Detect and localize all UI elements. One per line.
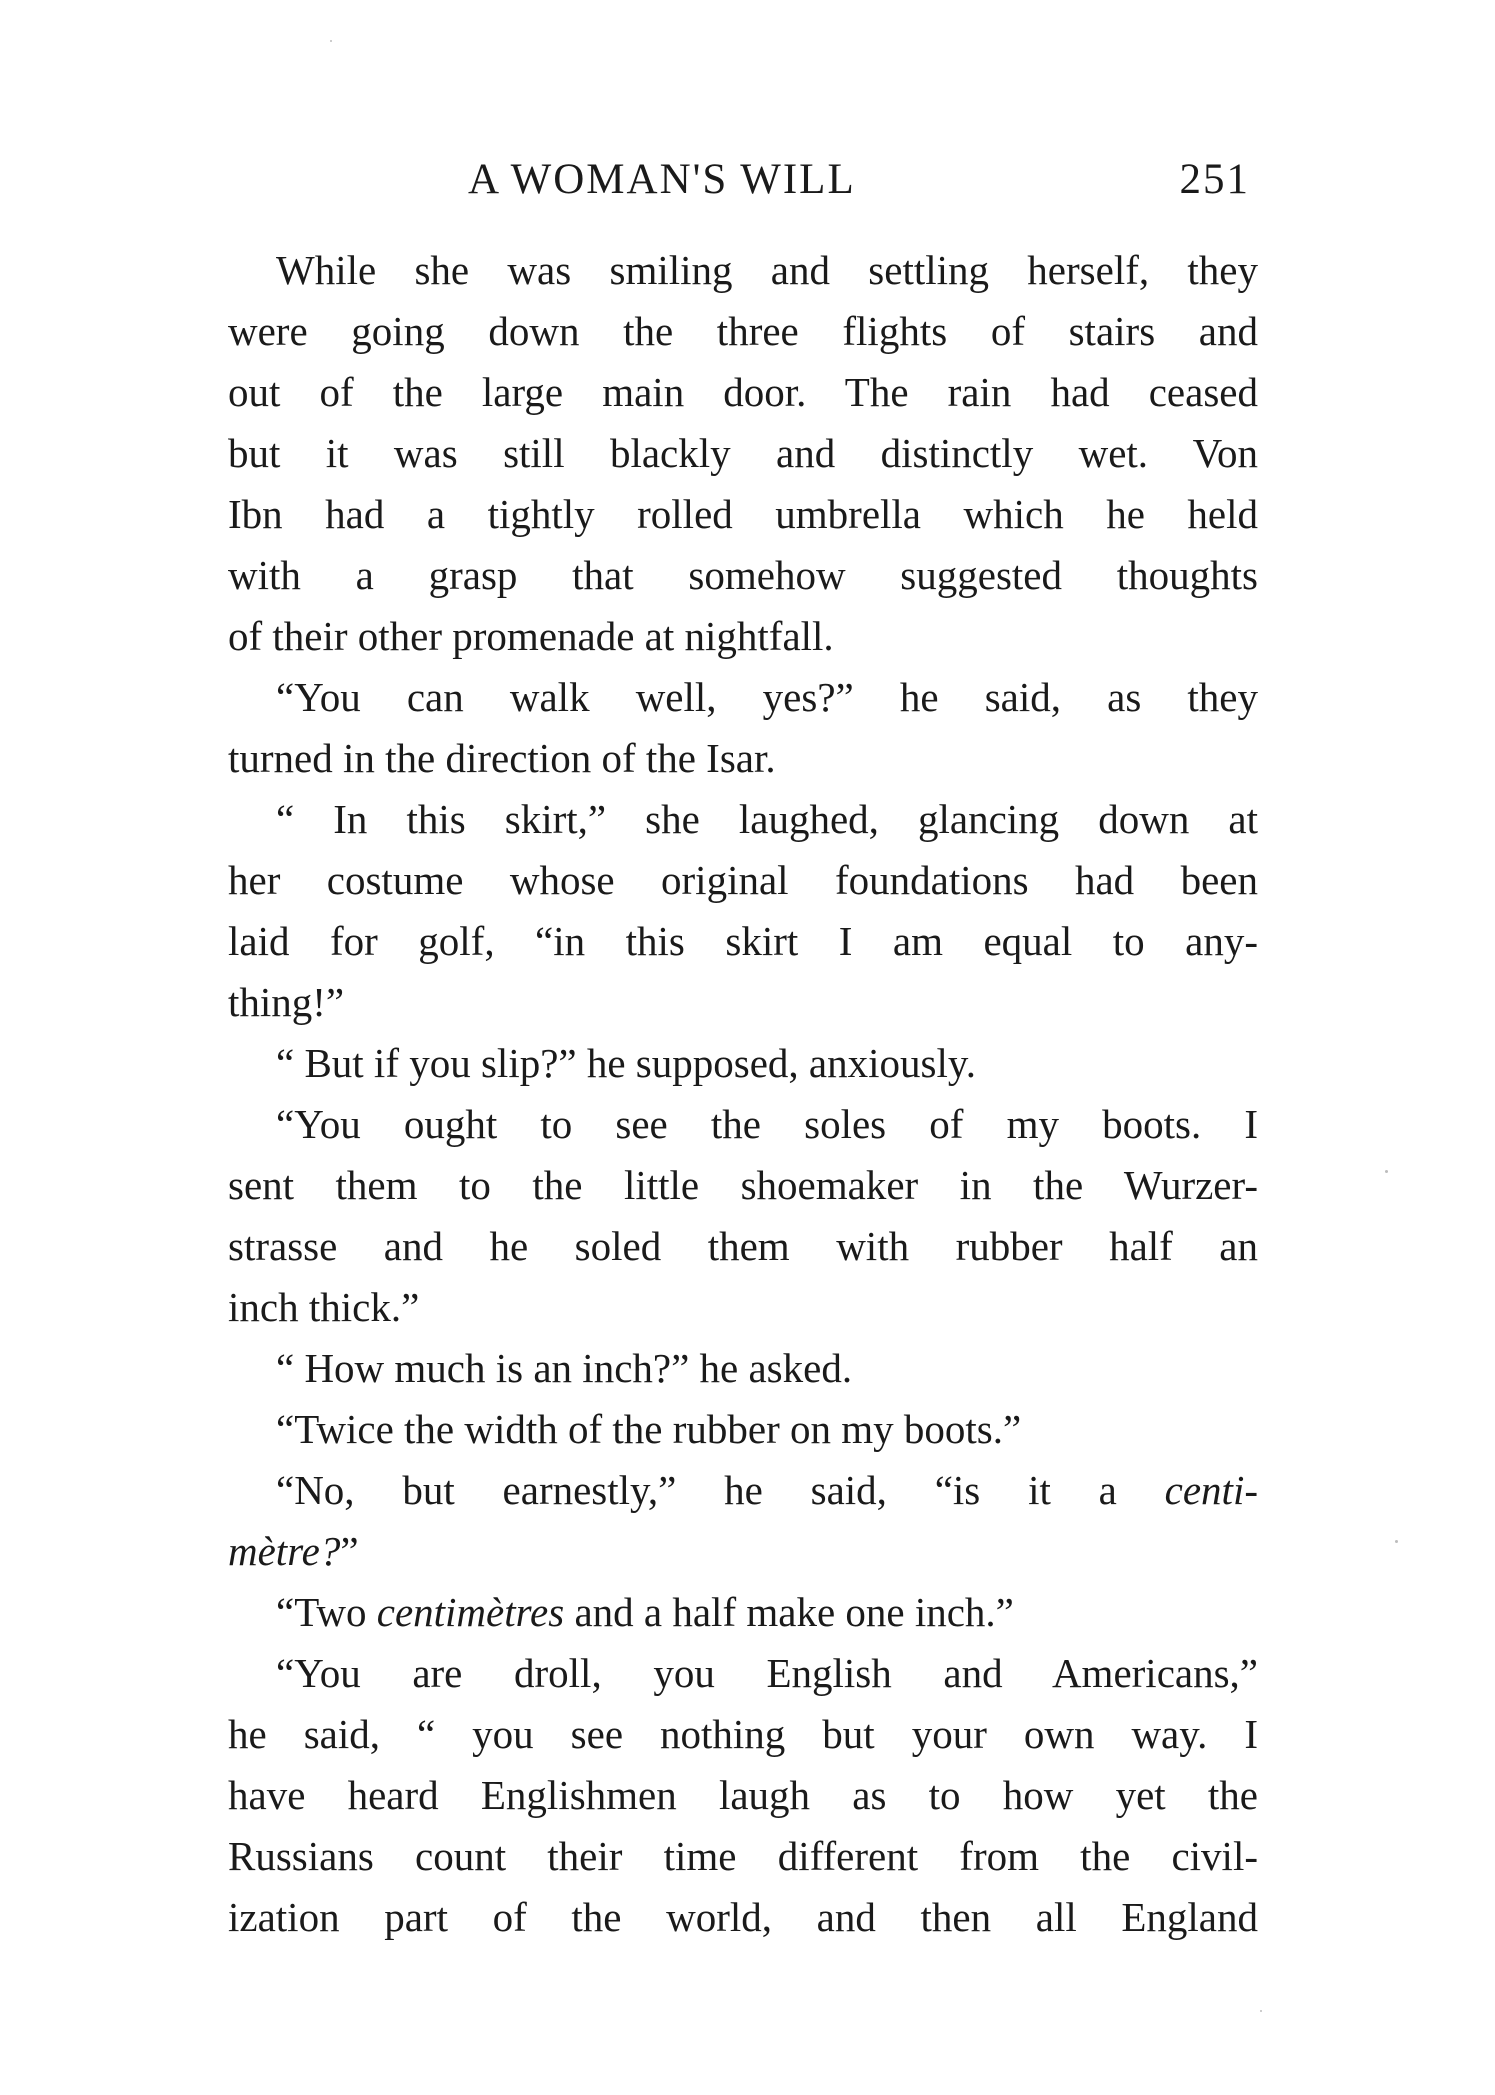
text-segment: “Two [276,1589,377,1635]
text-line: he said, “ you see nothing but your own way. I [228,1711,1258,1757]
text-line: “You are droll, you English and Americans,” [276,1650,1258,1696]
paragraph [228,667,1258,789]
text-line: her costume whose original foundations had been [228,857,1258,903]
text-segment: and a half make one inch.” [564,1589,1014,1635]
paragraph [228,240,1258,667]
text-line: “You can walk well, yes?” he said, as they [276,674,1258,720]
scan-speck [1395,1540,1398,1543]
text-line: out of the large main door. The rain had ceased [228,369,1258,415]
paragraph [228,1338,1258,1399]
text-line: laid for golf, “in this skirt I am equal to any- [228,918,1258,964]
text-line: of their other promenade at nightfall. [228,613,834,659]
text-line: Russians count their time different from the civil- [228,1833,1258,1879]
paragraph [228,1033,1258,1094]
text-line [228,1582,1258,1643]
text-line: inch thick.” [228,1284,420,1330]
body-text [228,240,1258,1948]
paragraph [228,1094,1258,1338]
page-number: 251 [1179,156,1250,203]
page-header [228,150,1258,210]
text-segment: ” [340,1528,359,1574]
running-title: A WOMAN'S WILL [468,156,856,203]
scan-speck [1260,2010,1262,2012]
paragraph [228,789,1258,1033]
text-line: but it was still blackly and distinctly wet. Von [228,430,1258,476]
scan-speck [1385,1170,1388,1173]
text-line [228,1460,1258,1521]
text-line: sent them to the little shoemaker in the Wurzer- [228,1162,1258,1208]
text-line: strasse and he soled them with rubber half an [228,1223,1258,1269]
text-line: turned in the direction of the Isar. [228,735,776,781]
italic-word: centimètres [376,1589,565,1635]
italic-word: mètre? [228,1528,341,1574]
text-line: “ But if you slip?” he supposed, anxiously. [276,1040,976,1086]
text-line: thing!” [228,979,345,1025]
text-line: “ In this skirt,” she laughed, glancing down at [276,796,1258,842]
italic-word: centi- [1164,1467,1258,1513]
text-segment: “No, but earnestly,” he said, “is it a [276,1467,1165,1513]
paragraph [228,1582,1258,1643]
text-line: “Twice the width of the rubber on my boots.” [276,1406,1022,1452]
text-line [228,1521,1258,1582]
text-line: “You ought to see the soles of my boots. I [276,1101,1258,1147]
text-line: Ibn had a tightly rolled umbrella which he held [228,491,1258,537]
text-line: with a grasp that somehow suggested thoughts [228,552,1258,598]
text-line: were going down the three flights of stairs and [228,308,1258,354]
text-line: ization part of the world, and then all England [228,1894,1258,1940]
text-line: While she was smiling and settling herself, they [276,247,1258,293]
paragraph [228,1460,1258,1582]
paragraph [228,1399,1258,1460]
scan-speck [330,40,332,42]
text-line: have heard Englishmen laugh as to how yet the [228,1772,1258,1818]
text-line: “ How much is an inch?” he asked. [276,1345,853,1391]
paragraph [228,1643,1258,1948]
